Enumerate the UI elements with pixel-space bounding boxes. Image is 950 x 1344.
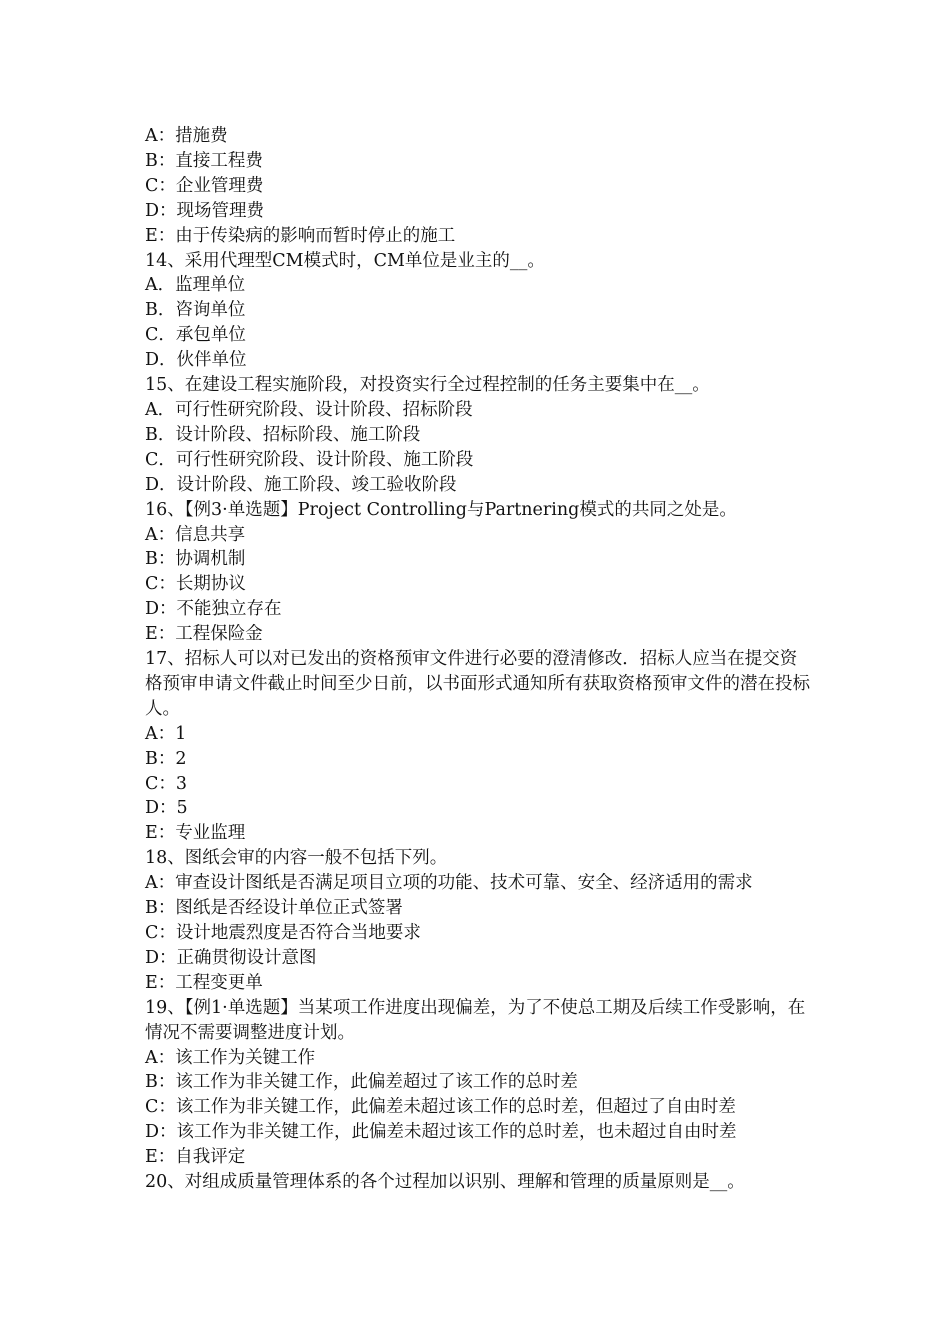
document-body xyxy=(145,124,810,1195)
option-line: E：专业监理 xyxy=(145,823,246,844)
option-line: D：现场管理费 xyxy=(145,200,265,221)
option-line: C：3 xyxy=(145,773,188,794)
option-line: B．设计阶段、招标阶段、施工阶段 xyxy=(145,424,421,445)
option-line: B．咨询单位 xyxy=(145,300,246,321)
question-19: 19、【例1·单选题】当某项工作进度出现偏差，为了不使总工期及后续工作受影响，在情况不需要调整进度计划。 xyxy=(145,997,806,1043)
option-line: A：1 xyxy=(145,723,187,744)
option-line: A：措施费 xyxy=(145,126,228,146)
option-line: C：长期协议 xyxy=(145,574,246,595)
option-line: C．承包单位 xyxy=(145,325,246,346)
option-line: A：信息共享 xyxy=(145,524,246,545)
option-line: D：该工作为非关键工作，此偏差未超过该工作的总时差，也未超过自由时差 xyxy=(145,1122,737,1143)
option-line: A．监理单位 xyxy=(145,275,246,296)
option-line: E：工程保险金 xyxy=(145,624,263,645)
option-line: D．伙伴单位 xyxy=(145,350,247,371)
option-line: A：审查设计图纸是否满足项目立项的功能、技术可靠、安全、经济适用的需求 xyxy=(145,873,753,894)
option-line: A：该工作为关键工作 xyxy=(145,1047,316,1068)
option-line: C：企业管理费 xyxy=(145,175,264,196)
question-18: 18、图纸会审的内容一般不包括下列。 xyxy=(145,848,448,869)
option-line: C．可行性研究阶段、设计阶段、施工阶段 xyxy=(145,449,474,470)
option-line: E：工程变更单 xyxy=(145,972,263,993)
option-line: A．可行性研究阶段、设计阶段、招标阶段 xyxy=(145,399,473,420)
option-line: C：该工作为非关键工作，此偏差未超过该工作的总时差，但超过了自由时差 xyxy=(145,1097,736,1118)
question-17: 17、招标人可以对已发出的资格预审文件进行必要的澄清修改．招标人应当在提交资格预审申请文件截止时间至少日前，以书面形式通知所有获取资格预审文件的潜在投标人。 xyxy=(145,649,810,719)
option-line: B：直接工程费 xyxy=(145,150,263,171)
option-line: C：设计地震烈度是否符合当地要求 xyxy=(145,923,421,943)
option-line: D：不能独立存在 xyxy=(145,599,282,620)
question-16: 16、【例3·单选题】Project Controlling与Partnering模式的共同之处是。 xyxy=(145,499,737,520)
option-line: D：正确贯彻设计意图 xyxy=(145,947,317,968)
option-line: B：协调机制 xyxy=(145,549,246,570)
option-line: B：该工作为非关键工作，此偏差超过了该工作的总时差 xyxy=(145,1072,578,1093)
option-line: E：由于传染病的影响而暂时停止的施工 xyxy=(145,225,456,246)
option-line: E：自我评定 xyxy=(145,1147,246,1168)
option-line: D．设计阶段、施工阶段、竣工验收阶段 xyxy=(145,474,457,495)
option-line: D：5 xyxy=(145,798,188,819)
question-15: 15、在建设工程实施阶段，对投资实行全过程控制的任务主要集中在__。 xyxy=(145,375,710,396)
question-14: 14、采用代理型CM模式时，CM单位是业主的__。 xyxy=(145,250,545,271)
option-line: B：图纸是否经设计单位正式签署 xyxy=(145,898,403,919)
question-20: 20、对组成质量管理体系的各个过程加以识别、理解和管理的质量原则是__。 xyxy=(145,1172,745,1193)
option-line: B：2 xyxy=(145,748,187,769)
